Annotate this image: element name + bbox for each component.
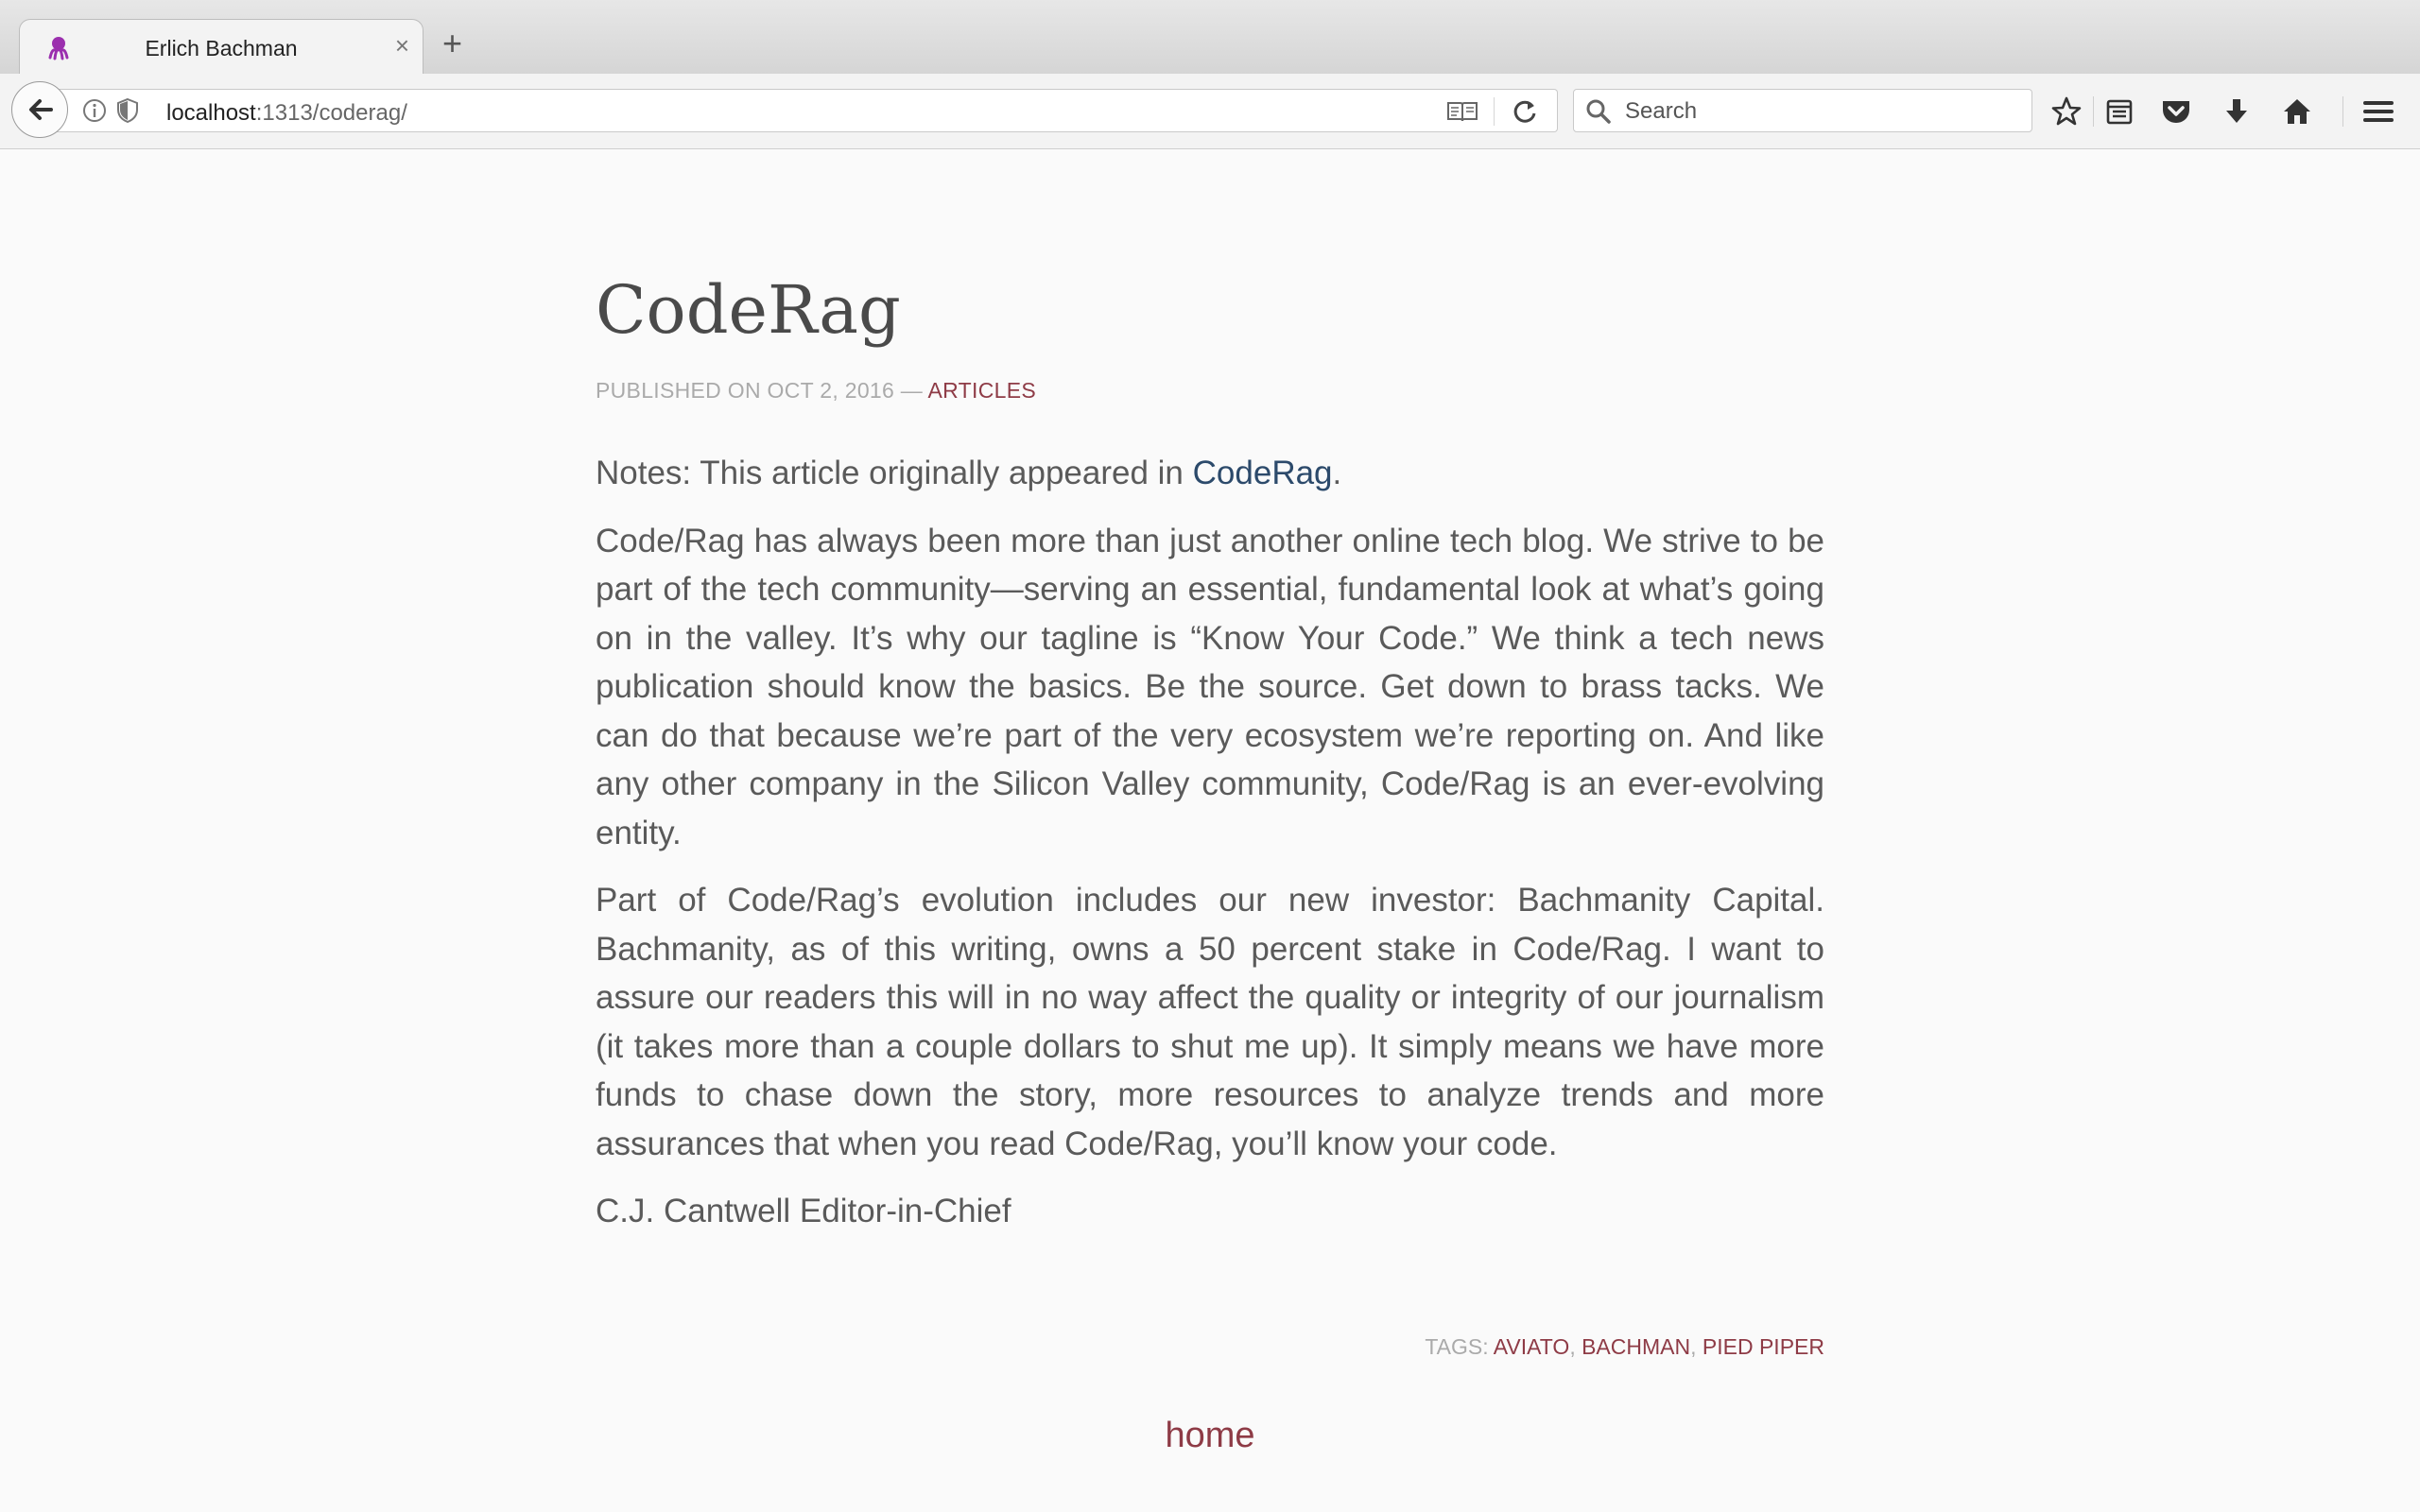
reader-view-icon[interactable]: [1446, 98, 1478, 125]
body-paragraph: Part of Code/Rag’s evolution includes our new investor: Bachmanity Capital. Bachmanity, as of this writing, owns a 50 percent stake in Code/Rag. I want to assure our readers this will in no way affect the quality or integrity of our journalism (it takes more than a couple dollars to shut me up). It simply means we have more funds to chase down the story, more resources to analyze trends and more assurances that when you read Code/Rag, you’ll know your code.: [596, 882, 1824, 1162]
page-title: CodeRag: [596, 271, 901, 349]
new-tab-button[interactable]: +: [442, 24, 463, 62]
url-identity-icons[interactable]: [81, 97, 140, 124]
bookmarks-list-icon[interactable]: [2100, 93, 2138, 130]
tab-bar: [0, 0, 2420, 75]
shield-icon[interactable]: [115, 97, 140, 124]
published-date: PUBLISHED ON OCT 2, 2016 —: [596, 378, 924, 403]
toolbar-separator: [2342, 96, 2343, 127]
home-link[interactable]: home: [1165, 1416, 1255, 1455]
tag-link[interactable]: PIED PIPER: [1702, 1334, 1824, 1359]
search-input[interactable]: [1623, 94, 2024, 129]
tag-separator: ,: [1690, 1334, 1697, 1359]
category-link[interactable]: ARTICLES: [927, 378, 1036, 403]
url-text[interactable]: [166, 100, 407, 127]
article: [596, 270, 1824, 1255]
tag-link[interactable]: BACHMAN: [1582, 1334, 1691, 1359]
tab-title: Erlich Bachman: [145, 36, 298, 60]
source-link[interactable]: CodeRag: [1192, 455, 1333, 491]
download-icon[interactable]: [2218, 93, 2256, 130]
back-button[interactable]: [11, 81, 68, 138]
url-separator: [1494, 97, 1495, 126]
notes-suffix: .: [1332, 455, 1342, 491]
nav-toolbar: [0, 74, 2420, 149]
tab-close-icon[interactable]: ×: [394, 31, 409, 60]
page-viewport: [0, 149, 2420, 1512]
url-path: :1313/coderag/: [255, 100, 407, 126]
menu-icon[interactable]: [2360, 93, 2397, 130]
body-paragraph: Code/Rag has always been more than just another online tech blog. We strive to be part of the tech community—serving an essential, fundamental look at what’s going on in the valley. It’s why our tagline is “Know Your Code.” We think a tech news publication should know the basics. Be the source. Get down to brass tacks. We can do that because we’re part of the very ecosystem we’re reporting on. And like any other company in the Silicon Valley community, Code/Rag is an ever-evolving entity.: [596, 522, 1824, 851]
search-icon: [1585, 98, 1612, 125]
bookmark-star-icon[interactable]: [2048, 93, 2085, 130]
toolbar-separator: [2093, 96, 2094, 127]
info-icon[interactable]: [81, 97, 108, 124]
url-host: localhost: [166, 100, 256, 126]
url-bar[interactable]: [57, 89, 1558, 132]
tab-active[interactable]: [19, 19, 424, 74]
article-body: [596, 449, 1824, 1236]
back-arrow-icon: [25, 94, 55, 125]
post-meta: [596, 378, 1824, 404]
tags-label: TAGS:: [1425, 1334, 1489, 1359]
reload-icon[interactable]: [1511, 97, 1539, 126]
notes-paragraph: [596, 449, 1824, 498]
signature-paragraph: C.J. Cantwell Editor-in-Chief: [596, 1193, 1011, 1229]
tag-link[interactable]: AVIATO: [1493, 1334, 1570, 1359]
tags-list: [1425, 1334, 1824, 1360]
pocket-icon[interactable]: [2157, 93, 2195, 130]
home-icon[interactable]: [2278, 93, 2316, 130]
notes-prefix: Notes: This article originally appeared in: [596, 455, 1184, 491]
search-bar[interactable]: [1573, 89, 2032, 132]
tag-separator: ,: [1569, 1334, 1576, 1359]
